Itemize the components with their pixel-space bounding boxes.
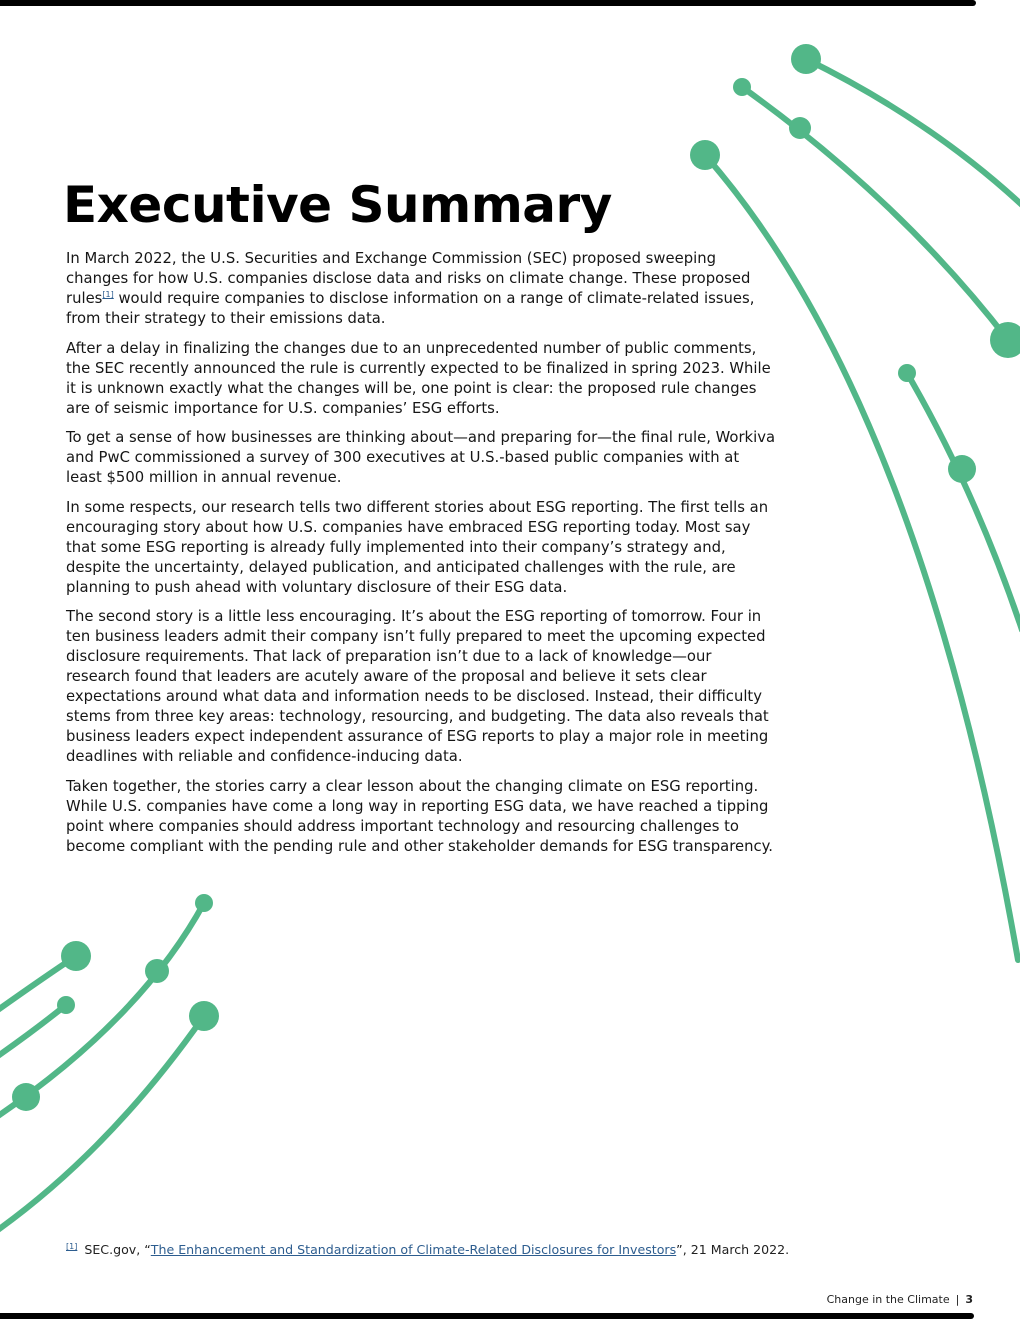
paragraph-1-text-start: In March 2022, the U.S. Securities and Exchange Commission (SEC) proposed sweeping changes for how U.S. companies disclose data and risks on climate change. These proposed rules [66,250,751,307]
footnote [66,1240,789,1260]
footnote-marker: [1] [66,1241,78,1251]
publication-name: Change in the Climate [826,1293,950,1306]
bottom-rule [0,1313,974,1319]
footnote-reference-link[interactable]: [1] [102,290,114,300]
footnote-prefix: SEC.gov, “ [80,1242,151,1257]
paragraph-3: To get a sense of how businesses are thinking about—and preparing for—the final rule, Workiva and PwC commissioned a survey of 300 executives at U.S.-based public companies with at least $500 million in annual revenue. [66,429,776,486]
footer-separator: | [955,1293,960,1306]
paragraph-5: The second story is a little less encouraging. It’s about the ESG reporting of tomorrow. Four in ten business leaders admit their company isn’t fully prepared to meet the upcoming expected disclosure requirements. That lack of preparation isn’t due to a lack of knowledge—our research found that leaders are acutely aware of the proposal and believe it sets clear expectations around what data and information needs to be disclosed. Instead, their difficulty stems from three key areas: technology, resourcing, and budgeting. The data also reveals that business leaders expect independent assurance of ESG reports to play a major role in meeting deadlines with reliable and confidence-inducing data. [66,608,769,765]
top-rule [0,0,976,6]
paragraph-6: Taken together, the stories carry a clear lesson about the changing climate on ESG reporting. While U.S. companies have come a long way in reporting ESG data, we have reached a tipping point where companies should address important technology and resourcing challenges to become compliant with the pending rule and other stakeholder demands for ESG transparency. [66,777,773,855]
page-number: 3 [965,1293,973,1306]
paragraph-4: In some respects, our research tells two different stories about ESG reporting. The first tells an encouraging story about how U.S. companies have embraced ESG reporting today. Most say that some ESG reporting is already fully implemented into their company’s strategy and, despite the uncertainty, delayed publication, and anticipated challenges with the rule, are planning to push ahead with voluntary disclosure of their ESG data. [66,498,769,596]
footnote-suffix: ”, 21 March 2022. [676,1242,790,1257]
page-title: Executive Summary [63,176,612,234]
page-footer [827,1292,973,1308]
body-text [66,249,778,866]
paragraph-2: After a delay in finalizing the changes due to an unprecedented number of public comments, the SEC recently announced the rule is currently expected to be finalized in spring 2023. While it is unknown exactly what the changes will be, one point is clear: the proposed rule changes are of seismic importance for U.S. companies’ ESG efforts. [66,339,771,417]
paragraph-1-text-end: would require companies to disclose information on a range of climate-related issues, from their strategy to their emissions data. [66,290,755,327]
paragraph-1 [66,249,778,329]
footnote-source-link[interactable]: The Enhancement and Standardization of Climate-Related Disclosures for Investors [150,1242,677,1257]
